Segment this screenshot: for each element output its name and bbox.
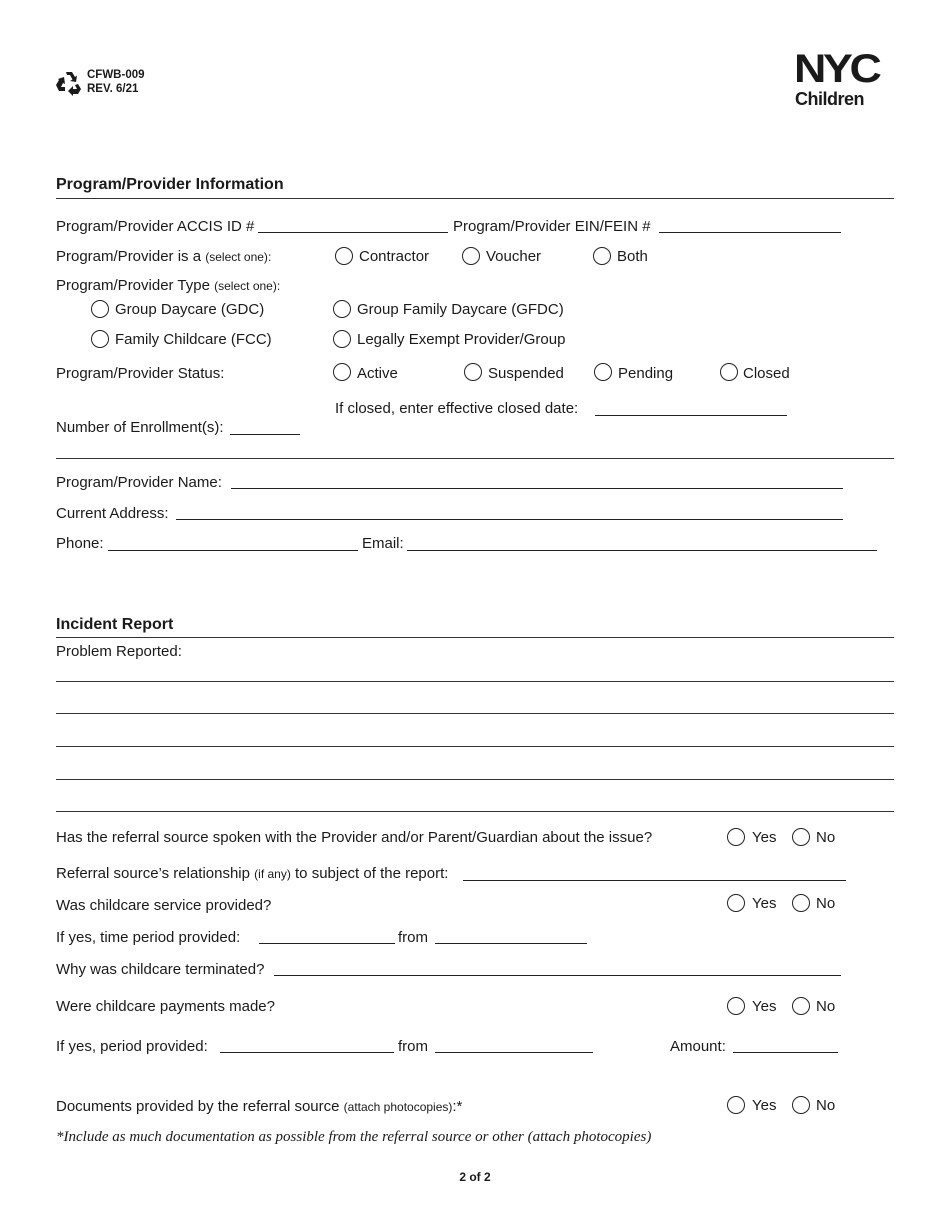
form-revision: REV. 6/21 [87,83,139,95]
section-divider [56,458,894,459]
colon: : [276,279,281,293]
closed-radio[interactable] [720,363,738,381]
yes-label: Yes [752,1097,777,1114]
documents-no-radio[interactable] [792,1096,810,1114]
incident-section-title: Incident Report [56,616,174,633]
fcc-radio[interactable] [91,330,109,348]
spoken-yes-radio[interactable] [727,828,745,846]
suspended-radio[interactable] [464,363,482,381]
time-period-end-field[interactable] [435,943,587,944]
problem-line[interactable] [56,681,894,682]
time-period-label: If yes, time period provided: [56,929,241,946]
closed-label: Closed [743,365,790,382]
nyc-children-logo [794,47,894,111]
payments-yes-radio[interactable] [727,997,745,1015]
enrollments-field[interactable] [230,434,300,435]
gfdc-radio[interactable] [333,300,351,318]
service-no-radio[interactable] [792,894,810,912]
problem-line[interactable] [56,779,894,780]
attach-photocopies-hint: (attach photocopies) [343,1100,453,1114]
phone-label: Phone: [56,535,104,552]
documents-label [56,1098,462,1115]
problem-line[interactable] [56,713,894,714]
legally-exempt-label: Legally Exempt Provider/Group [357,331,566,348]
yes-label: Yes [752,895,777,912]
provider-is-label [56,248,271,265]
select-one-hint: (select one) [205,250,268,264]
from-label: from [398,1038,428,1055]
address-field[interactable] [176,519,843,520]
voucher-radio[interactable] [462,247,480,265]
section-divider [56,198,894,199]
gdc-radio[interactable] [91,300,109,318]
suspended-label: Suspended [488,365,564,382]
contractor-radio[interactable] [335,247,353,265]
recycle-icon [56,70,82,96]
from-label: from [398,929,428,946]
provider-name-label: Program/Provider Name: [56,474,222,491]
problem-line[interactable] [56,746,894,747]
gdc-label: Group Daycare (GDC) [115,301,265,318]
documents-yes-radio[interactable] [727,1096,745,1114]
voucher-label: Voucher [486,248,542,265]
amount-label: Amount: [670,1038,726,1055]
spoken-no-radio[interactable] [792,828,810,846]
select-one-hint: (select one) [214,279,277,293]
period-start-field[interactable] [220,1052,394,1053]
yes-label: Yes [752,829,777,846]
enrollments-label: Number of Enrollment(s): [56,419,224,436]
form-code: CFWB-009 [87,69,145,81]
closed-date-field[interactable] [595,415,787,416]
accis-id-field[interactable] [258,232,448,233]
address-label: Current Address: [56,505,169,522]
yes-label: Yes [752,998,777,1015]
problem-reported-label: Problem Reported: [56,643,182,660]
service-yes-radio[interactable] [727,894,745,912]
q-spoken-label: Has the referral source spoken with the Provider and/or Parent/Guardian about the issue? [56,829,653,846]
fcc-label: Family Childcare (FCC) [115,331,272,348]
terminated-reason-field[interactable] [274,975,841,976]
no-label: No [816,895,836,912]
phone-field[interactable] [108,550,358,551]
colon: : [267,250,272,264]
provider-is-text: Program/Provider is a [56,248,202,265]
section-divider [56,637,894,638]
no-label: No [816,1097,836,1114]
logo-children-text: Children [795,89,865,109]
time-period-start-field[interactable] [259,943,395,944]
problem-line[interactable] [56,811,894,812]
q-service-label: Was childcare service provided? [56,897,272,914]
relationship-text-end: to subject of the report: [295,865,449,882]
relationship-field[interactable] [463,880,846,881]
no-label: No [816,998,836,1015]
active-radio[interactable] [333,363,351,381]
pending-radio[interactable] [594,363,612,381]
active-label: Active [357,365,398,382]
period-end-field[interactable] [435,1052,593,1053]
documents-suffix: :* [452,1098,463,1115]
relationship-text: Referral source’s relationship [56,865,250,882]
q-terminated-label: Why was childcare terminated? [56,961,265,978]
pending-label: Pending [618,365,674,382]
q-payments-label: Were childcare payments made? [56,998,275,1015]
email-field[interactable] [407,550,877,551]
provider-type-label [56,277,280,294]
no-label: No [816,829,836,846]
ein-field[interactable] [659,232,841,233]
closed-date-label: If closed, enter effective closed date: [335,400,579,417]
gfdc-label: Group Family Daycare (GFDC) [357,301,564,318]
logo-nyc-text: NYC [794,47,879,91]
both-radio[interactable] [593,247,611,265]
provider-type-text: Program/Provider Type [56,277,210,294]
legally-exempt-radio[interactable] [333,330,351,348]
page-number: 2 of 2 [459,1170,491,1184]
documents-text: Documents provided by the referral source [56,1098,340,1115]
payments-no-radio[interactable] [792,997,810,1015]
ein-label: Program/Provider EIN/FEIN # [453,218,651,235]
contractor-label: Contractor [359,248,430,265]
program-section-title: Program/Provider Information [56,176,284,193]
if-any-hint: (if any) [254,867,291,881]
provider-name-field[interactable] [231,488,843,489]
both-label: Both [617,248,648,265]
status-label: Program/Provider Status: [56,365,225,382]
period-label: If yes, period provided: [56,1038,208,1055]
email-label: Email: [362,535,404,552]
relationship-label [56,865,448,882]
accis-label: Program/Provider ACCIS ID # [56,218,255,235]
amount-field[interactable] [733,1052,838,1053]
documentation-footnote: *Include as much documentation as possible from the referral source or other (attach photocopies) [56,1129,652,1145]
